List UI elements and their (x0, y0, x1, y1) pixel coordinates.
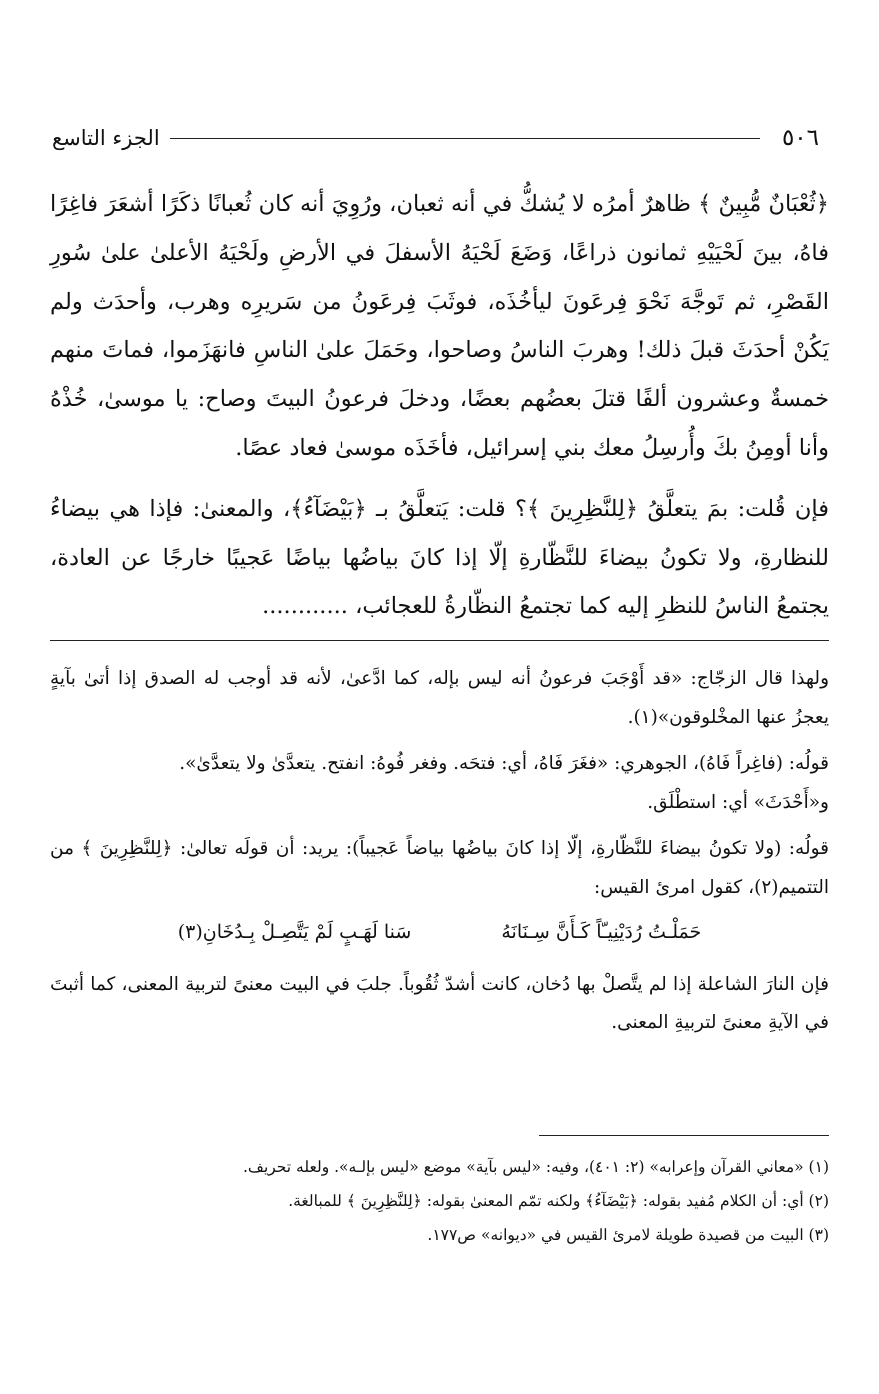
commentary-paragraph-5: فإن النارَ الشاعلة إذا لم يتَّصلْ بها دُخان، كانت أشدّ ثُقُوباً. جلبَ في البيت معنىً لتربية المعنى، كما أثبتَ في الآيةِ معنىً لتربيةِ المعنى. (50, 973, 829, 1033)
footnotes (50, 1150, 829, 1252)
footnote-separator (539, 1135, 829, 1136)
header-rule (170, 138, 760, 139)
main-paragraph-2: فإن قُلت: بمَ يتعلَّقُ ﴿لِلنَّظِرِينَ ﴾؟ قلت: يَتعلَّقُ بـ ﴿بَيْضَآءُ﴾، والمعنىٰ: فإذا هي بيضاءُ للنظارةِ، ولا تكونُ بيضاءَ للنَّظّارةِ إلّا إذا كانَ بياضُها بياضًا عَجيبًا خارجًا عن العادة، يجتمعُ الناسُ للنظرِ إليه كما تجتمعُ النظّارةُ للعجائب، ............ (50, 495, 829, 620)
footnote-2: (٢) أي: أن الكلام مُفيد بقوله: ﴿بَيْضَآءُ﴾ ولكنه تمّم المعنىٰ بقوله: ﴿لِلنَّظِرِينَ ﴾ للمبالغة. (288, 1192, 829, 1210)
main-paragraph-1: ﴿ثُعْبَانٌ مُّبِينٌ ﴾ ظاهرٌ أمرُه لا يُشكُّ في أنه ثعبان، ورُوِيَ أنه كان ثُعبانًا ذكَرًا أشعَرَ فاغِرًا فاهُ، بينَ لَحْيَيْهِ ثمانون ذراعًا، وَضَعَ لَحْيَهُ الأسفلَ في الأرضِ ولَحْيَهُ الأعلىٰ علىٰ سُورِ القَصْرِ، ثم تَوجَّهَ نَحْوَ فِرعَونَ ليأخُذَه، فوثَبَ فِرعَونُ من سَريرِه وهرب، وأحدَث ولم يَكُنْ أحدَثَ قبلَ ذلك! وهربَ الناسُ وصاحوا، وحَمَلَ علىٰ الناسِ فانهَزَموا، فماتَ منهم خمسةٌ وعشرون ألفًا قتلَ بعضُهم بعضًا، ودخلَ فرعونُ البيتَ وصاح: يا موسىٰ، خُذْهُ وأنا أومِنُ بكَ وأُرسِلُ معك بني إسرائيل، فأخَذَه موسىٰ فعاد عصًا. (50, 191, 829, 461)
commentary-paragraph-1: ولهذا قال الزجّاج: «قد أَوْجَبَ فرعونُ أنه ليس بإله، كما ادَّعىٰ، لأنه قد أوجب له الصدق إذا أتىٰ بآيةٍ يعجزُ عنها المخْلوقون»(١). (50, 668, 829, 728)
page-header (52, 120, 819, 156)
verse-second-hemistich: سَنا لَهَـبٍ لَمْ يَتَّصِـلْ بِـدُخَانِ(٣) (177, 921, 412, 943)
poem-verse (50, 913, 829, 952)
footnote-3: (٣) البيت من قصيدة طويلة لامرئ القيس في «ديوانه» ص١٧٧. (427, 1226, 829, 1244)
commentary-paragraph-3: و«أَحْدَثَ» أي: استطْلَق. (647, 791, 829, 813)
commentary (50, 660, 829, 1043)
page-number: ٥٠٦ (781, 125, 819, 151)
commentary-paragraph-2: قولُه: (فاغِراً فَاهُ)، الجوهري: «فغَرَ فَاهُ، أي: فتحَه. وفغر فُوهُ: انفتح. يتعدَّىٰ ولا يتعدَّىٰ». (179, 753, 829, 774)
verse-first-hemistich: حَمَلْـتُ رُدَيْنِيـّاً كَـأَنَّ سِـنَانَهُ (501, 921, 702, 943)
commentary-paragraph-4: قولُه: (ولا تكونُ بيضاءَ للنَّظّارةِ، إلّا إذا كانَ بياضُها بياضاً عَجيباً): يريد: أن قولَه تعالىٰ: ﴿لِلنَّظِرِينَ ﴾ من التتميم(٢)، كقول امرئ القيس: (50, 838, 829, 898)
footnote-1: (١) «معاني القرآن وإعرابه» (٢: ٤٠١)، وفيه: «ليس بآية» موضع «ليس بإلـه». ولعله تحريف. (242, 1158, 829, 1176)
main-text (50, 180, 829, 631)
commentary-separator (50, 640, 829, 641)
volume-title: الجزء التاسع (52, 126, 160, 150)
